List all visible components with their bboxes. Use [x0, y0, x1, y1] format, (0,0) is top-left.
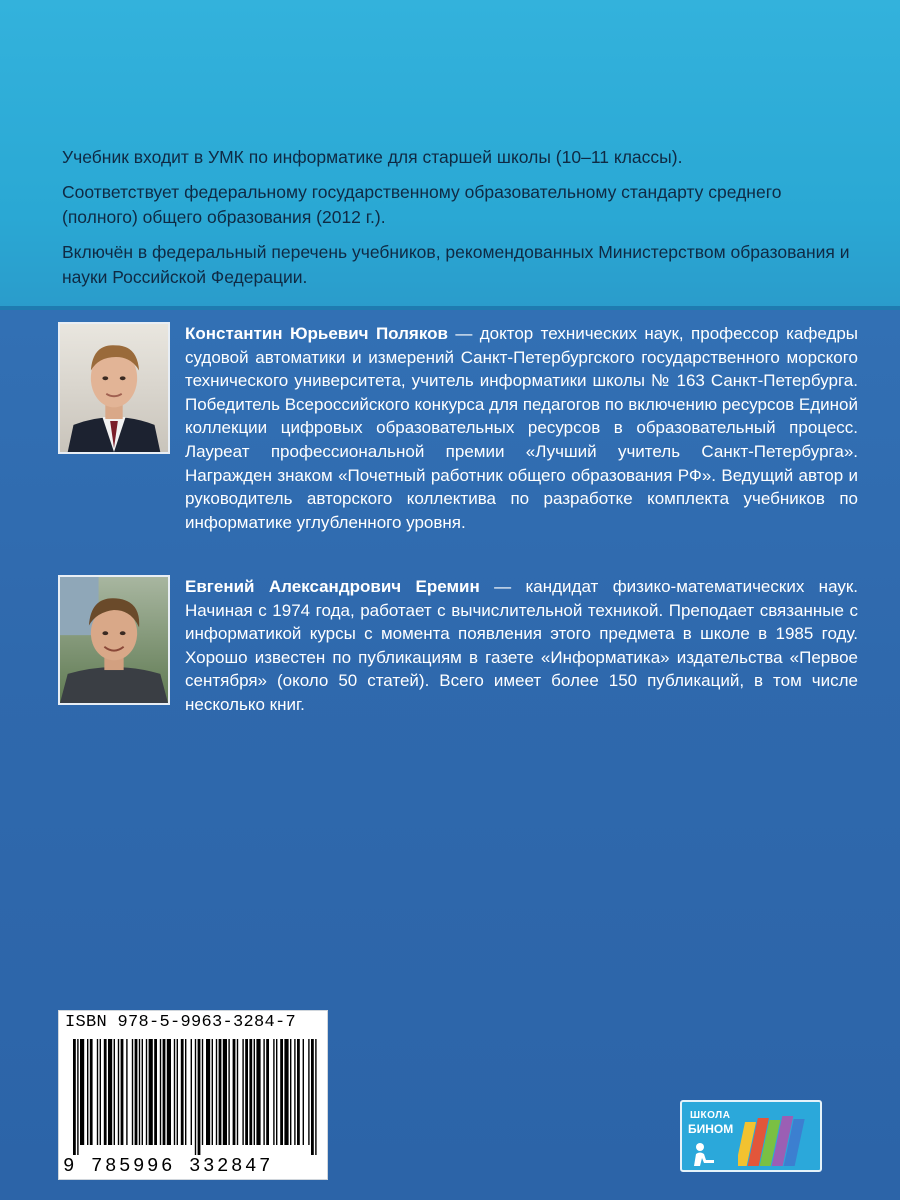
- barcode-bar: [118, 1039, 119, 1145]
- barcode-bar: [167, 1039, 171, 1145]
- barcode-bar: [212, 1039, 213, 1145]
- barcode-bar: [237, 1039, 238, 1145]
- barcode-bar: [154, 1039, 157, 1145]
- barcode-bar: [245, 1039, 248, 1145]
- barcode-bar: [297, 1039, 300, 1145]
- barcode-bar: [294, 1039, 295, 1145]
- barcode-bar: [191, 1039, 192, 1145]
- barcode-bar: [195, 1039, 196, 1155]
- author-name-eremin: Евгений Александрович Еремин: [185, 577, 480, 596]
- barcode-bar: [108, 1039, 112, 1145]
- barcode-bars: [73, 1039, 317, 1155]
- barcode-bar: [121, 1039, 124, 1145]
- barcode-bar: [206, 1039, 210, 1145]
- barcode-bar: [273, 1039, 274, 1145]
- barcode-bar: [303, 1039, 304, 1145]
- barcode-bar: [87, 1039, 88, 1145]
- barcode-bar: [80, 1039, 84, 1145]
- barcode-bar: [256, 1039, 260, 1145]
- barcode-bar: [163, 1039, 166, 1145]
- barcode-bar: [126, 1039, 127, 1145]
- barcode-bar: [216, 1039, 217, 1145]
- barcode-bar: [242, 1039, 243, 1145]
- barcode-bar: [139, 1039, 140, 1145]
- barcode-bar: [266, 1039, 269, 1145]
- barcode-bar: [97, 1039, 98, 1145]
- barcode-digits: 9 785996 332847: [63, 1155, 274, 1177]
- barcode-bar: [233, 1039, 236, 1145]
- barcode-bar: [174, 1039, 175, 1145]
- barcode-bar: [146, 1039, 147, 1145]
- barcode-bar: [249, 1039, 252, 1145]
- barcode-bar: [114, 1039, 115, 1145]
- barcode-bar: [132, 1039, 133, 1145]
- barcode-bar: [90, 1039, 93, 1145]
- barcode-bar: [77, 1039, 78, 1155]
- barcode-bar: [276, 1039, 277, 1145]
- logo-line-school: ШКОЛА: [690, 1110, 731, 1121]
- barcode-bar: [228, 1039, 229, 1145]
- barcode-bar: [311, 1039, 314, 1155]
- barcode-bar: [263, 1039, 264, 1145]
- barcode-bar: [198, 1039, 201, 1155]
- isbn-barcode: [58, 1010, 328, 1180]
- barcode-bar: [181, 1039, 184, 1145]
- barcode-bar: [160, 1039, 161, 1145]
- barcode-bar: [223, 1039, 227, 1145]
- barcode-bar: [280, 1039, 283, 1145]
- intro-line-standard: Соответствует федеральному государственному образовательному стандарту среднего (полного) общего образования (2012 г.).: [62, 182, 782, 227]
- barcode-bar: [202, 1039, 203, 1145]
- author-text-polyakov: — доктор технических наук, профессор кафедры судовой автоматики и измерений Санкт-Петербургского государственного морского технического университета, учитель информатики школы № 163 Санкт-Петербурга. Победитель Всероссийского конкурса для педагогов по включению ресурсов Единой коллекции цифровых образовательных ресурсов в образовательный процесс. Лауреат профессиональной премии «Лучший учитель Санкт-Петербурга». Награжден знаком «Почетный работник общего образования РФ». Ведущий автор и руководитель авторского коллектива по разработке комплекта учебников по информатике углубленного уровня.: [185, 324, 858, 532]
- logo-line-binom: БИНОМ: [688, 1122, 734, 1136]
- publisher-logo: [680, 1100, 822, 1172]
- barcode-bar: [177, 1039, 178, 1145]
- intro-block: [62, 145, 852, 300]
- author-bio-polyakov: [185, 322, 858, 534]
- isbn-label: ISBN 978-5-9963-3284-7: [65, 1013, 297, 1032]
- barcode-bar: [254, 1039, 255, 1145]
- barcode-bar: [100, 1039, 101, 1145]
- books-icon: [738, 1108, 818, 1168]
- barcode-bar: [219, 1039, 222, 1145]
- barcode-bar: [284, 1039, 288, 1145]
- author-polyakov: [58, 322, 858, 534]
- intro-line-federal-list: Включён в федеральный перечень учебников, рекомендованных Министерством образования и науки Российской Федерации.: [62, 242, 850, 287]
- reader-icon: [690, 1142, 718, 1168]
- barcode-bar: [73, 1039, 76, 1155]
- author-name-polyakov: Константин Юрьевич Поляков: [185, 324, 448, 343]
- barcode-bar: [308, 1039, 309, 1145]
- barcode-bar: [104, 1039, 107, 1145]
- barcode-bar: [149, 1039, 153, 1145]
- author-bio-eremin: [185, 575, 858, 717]
- author-eremin: [58, 575, 858, 717]
- barcode-bar: [315, 1039, 316, 1155]
- barcode-bar: [185, 1039, 186, 1145]
- barcode-bar: [142, 1039, 143, 1145]
- barcode-bar: [290, 1039, 291, 1145]
- author-photo-polyakov: [58, 322, 170, 454]
- intro-line-umk: Учебник входит в УМК по информатике для старшей школы (10–11 классы).: [62, 147, 683, 167]
- barcode-bar: [135, 1039, 138, 1145]
- author-photo-eremin: [58, 575, 170, 705]
- author-text-eremin: — кандидат физико-математических наук. Начиная с 1974 года, работает с вычислительной техникой. Преподает связанные с информатикой курсы с момента появления этого предмета в школе в 1985 году. Хорошо известен по публикациям в газете «Информатика» издательства «Первое сентября» (около 50 статей). Всего имеет более 150 публикаций, в том числе несколько книг.: [185, 577, 858, 714]
